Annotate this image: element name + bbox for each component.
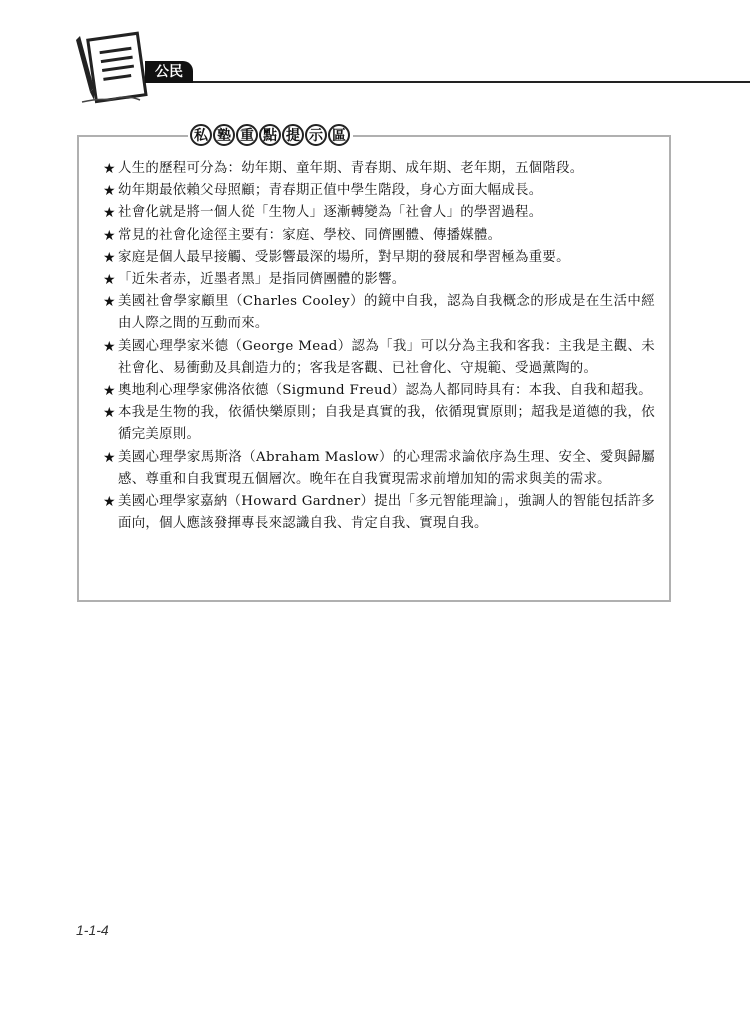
list-item (103, 491, 655, 535)
subject-badge: 公民 (145, 61, 193, 83)
item-text: 本我是生物的我，依循快樂原則；自我是真實的我，依循現實原則；超我是道德的我，依循完美原則。 (118, 405, 655, 443)
title-char: 私 (190, 124, 212, 146)
star-icon: ★ (103, 161, 116, 177)
list-item (103, 158, 655, 180)
list-item (103, 202, 655, 224)
list-item (103, 180, 655, 202)
star-icon: ★ (103, 183, 116, 200)
list-item (103, 291, 655, 335)
title-char: 提 (282, 124, 304, 146)
star-icon: ★ (103, 494, 116, 511)
list-item (103, 225, 655, 247)
star-icon: ★ (103, 449, 116, 466)
list-item (103, 269, 655, 291)
list-item (103, 402, 655, 446)
star-icon: ★ (103, 383, 116, 400)
star-icon: ★ (103, 338, 116, 355)
item-text: 美國心理學家嘉納（Howard Gardner）提出「多元智能理論」，強調人的智能包括許多面向，個人應該發揮專長來認識自我、肯定自我、實現自我。 (118, 494, 655, 532)
item-text: 幼年期最依賴父母照顧；青春期正值中學生階段，身心方面大幅成長。 (118, 183, 543, 199)
title-char: 示 (305, 124, 327, 146)
star-icon: ★ (103, 227, 116, 244)
list-item (103, 336, 655, 380)
star-icon: ★ (103, 249, 116, 266)
title-char: 點 (259, 124, 281, 146)
star-icon: ★ (103, 205, 116, 222)
header-rule (150, 81, 750, 83)
item-text: 美國心理學家米德（George Mead）認為「我」可以分為主我和客我：主我是主觀、未社會化、易衝動及具創造力的；客我是客觀、已社會化、守規範、受過薰陶的。 (118, 338, 655, 376)
item-text: 奧地利心理學家佛洛依德（Sigmund Freud）認為人都同時具有：本我、自我和超我。 (118, 383, 652, 399)
title-char: 重 (236, 124, 258, 146)
key-points-list (103, 158, 655, 535)
title-char: 區 (328, 124, 350, 146)
star-icon: ★ (103, 272, 116, 289)
page-header (0, 0, 750, 110)
item-text: 社會化就是將一個人從「生物人」逐漸轉變為「社會人」的學習過程。 (118, 205, 543, 221)
item-text: 人生的歷程可分為：幼年期、童年期、青春期、成年期、老年期，五個階段。 (118, 161, 584, 176)
item-text: 常見的社會化途徑主要有：家庭、學校、同儕團體、傳播媒體。 (118, 227, 502, 243)
star-icon: ★ (103, 405, 116, 422)
star-icon: ★ (103, 294, 116, 311)
item-text: 「近朱者赤，近墨者黑」是指同儕團體的影響。 (118, 272, 406, 288)
key-points-title (188, 120, 353, 150)
list-item (103, 247, 655, 269)
list-item (103, 380, 655, 402)
item-text: 美國社會學家顧里（Charles Cooley）的鏡中自我，認為自我概念的形成是在生活中經由人際之間的互動而來。 (118, 294, 655, 332)
list-item (103, 447, 655, 491)
item-text: 家庭是個人最早接觸、受影響最深的場所，對早期的發展和學習極為重要。 (118, 249, 570, 265)
item-text: 美國心理學家馬斯洛（Abraham Maslow）的心理需求論依序為生理、安全、愛與歸屬感、尊重和自我實現五個層次。晚年在自我實現需求前增加知的需求與美的需求。 (118, 449, 655, 487)
title-char: 塾 (213, 124, 235, 146)
page-number: 1-1-4 (76, 922, 109, 938)
